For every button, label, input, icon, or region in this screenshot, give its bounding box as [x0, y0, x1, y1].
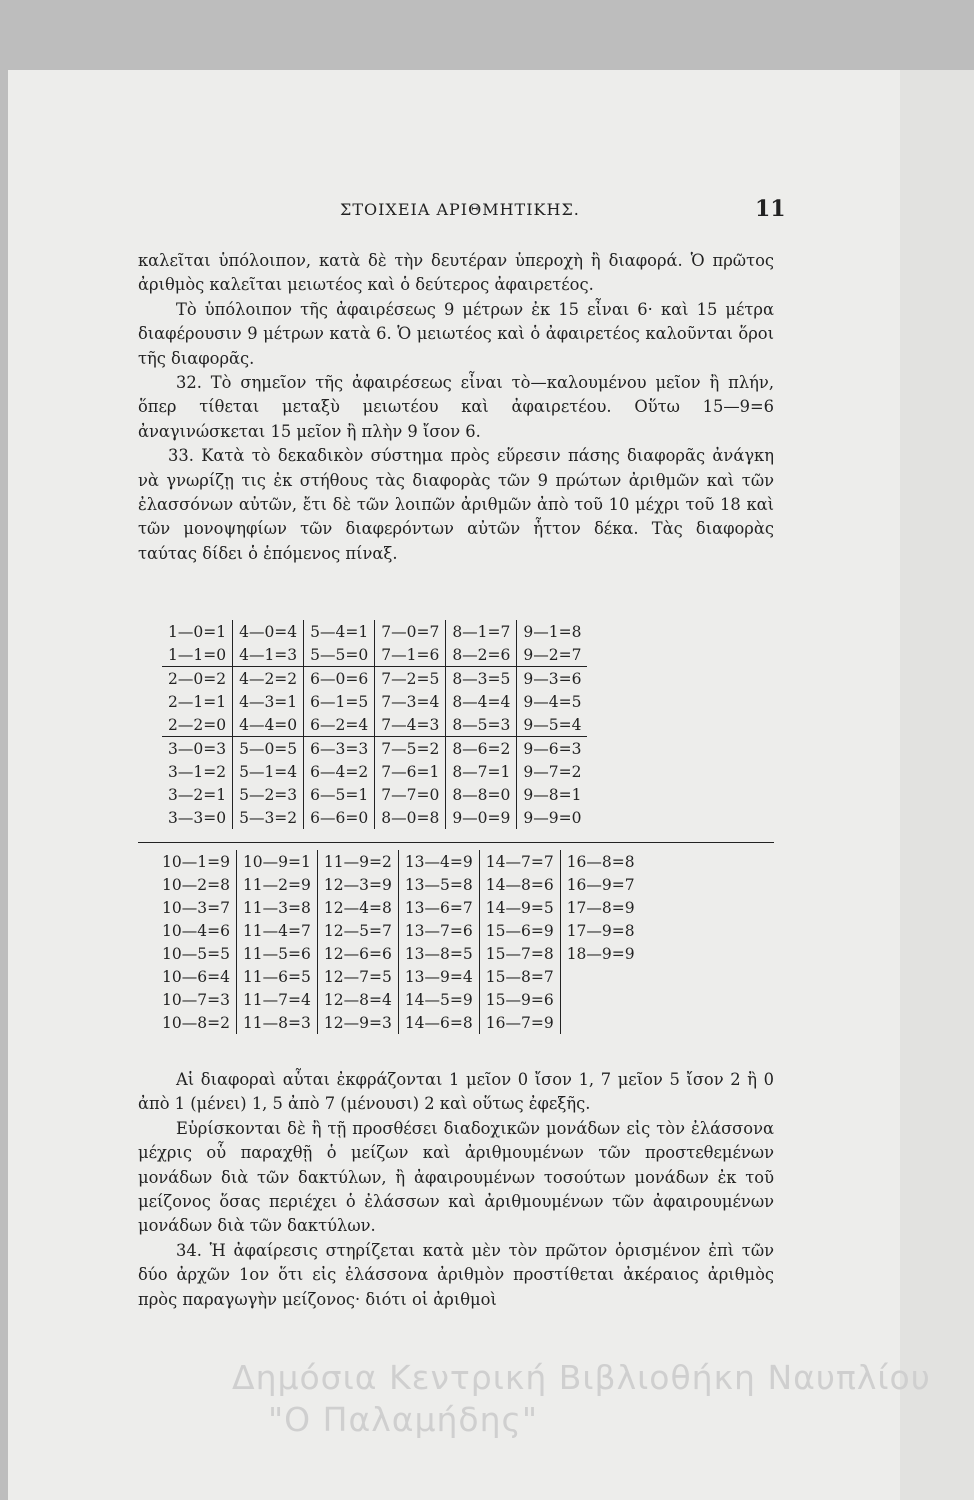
table-cell: 9—3=6	[517, 667, 588, 691]
table-cell: 13—5=8	[398, 873, 479, 896]
top-text-block	[138, 249, 774, 566]
table-cell: 15—7=8	[479, 942, 560, 965]
table-cell: 10—1=9	[156, 850, 236, 873]
table-cell: 10—3=7	[156, 896, 236, 919]
table-cell: 7—2=5	[375, 667, 446, 691]
table-cell: 6—5=1	[304, 783, 375, 806]
table-cell: 15—6=9	[479, 919, 560, 942]
page-number: 11	[755, 196, 786, 222]
paragraph: Εὑρίσκονται δὲ ἢ τῇ προσθέσει διαδοχικῶν μονάδων εἰς τὸν ἐλάσσονα μέχρις οὗ παραχθῇ ὁ μείζων καὶ ἀριθμουμένων τῶν προστεθεμένων μονάδων διὰ τῶν δακτύλων, ἢ ἀφαιρουμένων τοσούτων μονάδων ἐκ τοῦ μείζονος ὅσας περιέχει ὁ ἐλάσσων καὶ ἀριθμουμένων τῶν ἀφαιρουμένων μονάδων διὰ τῶν δακτύλων.	[138, 1118, 774, 1236]
table-cell: 2—0=2	[162, 667, 233, 691]
table-row	[156, 965, 641, 988]
table-cell: 8—3=5	[446, 667, 517, 691]
table-cell: 9—4=5	[523, 692, 582, 711]
table-cell: 2—2=0	[162, 713, 233, 737]
table-cell: 17—9=8	[566, 921, 635, 940]
table-row	[156, 919, 641, 942]
table-cell: 3—0=3	[162, 737, 233, 761]
table-cell: 4—1=3	[233, 643, 304, 667]
table-cell: 7—5=2	[375, 737, 446, 761]
table-cell: 3—3=0	[162, 806, 233, 829]
table-cell: 11—3=8	[236, 896, 317, 919]
table-cell: 14—9=5	[479, 896, 560, 919]
paragraph: καλεῖται ὑπόλοιπον, κατὰ δὲ τὴν δευτέραν ὑπεροχὴ ἢ διαφορά. Ὁ πρῶτος ἀριθμὸς καλεῖται μειωτέος καὶ ὁ δεύτερος ἀφαιρετέος.	[138, 251, 774, 295]
table-cell: 10—7=3	[156, 988, 236, 1011]
table-cell: 12—7=5	[317, 965, 398, 988]
table-cell: 9—2=7	[523, 645, 582, 664]
table-cell: 10—4=6	[156, 919, 236, 942]
table-cell: 8—2=6	[446, 643, 517, 667]
table-cell: 8—0=8	[375, 806, 446, 829]
table-divider	[138, 842, 774, 843]
table-cell: 6—6=0	[304, 806, 375, 829]
table-cell: 12—5=7	[317, 919, 398, 942]
table-cell: 9—5=4	[523, 715, 582, 734]
page-edge	[900, 70, 974, 1500]
table-cell: 12—3=9	[317, 873, 398, 896]
header-title: ΣΤΟΙΧΕΙΑ ΑΡΙΘΜΗΤΙΚΗΣ.	[340, 200, 580, 219]
table-row	[162, 690, 587, 713]
table-cell: 5—1=4	[233, 760, 304, 783]
table-row	[162, 760, 587, 783]
table-cell	[560, 1011, 640, 1034]
table-cell: 12—9=3	[317, 1011, 398, 1034]
table-cell: 7—6=1	[375, 760, 446, 783]
table-cell: 11—5=6	[236, 942, 317, 965]
paragraph: 33. Κατὰ τὸ δεκαδικὸν σύστημα πρὸς εὕρεσιν πάσης διαφορᾶς ἀνάγκη νὰ γνωρίζῃ τις ἐκ στήθους τὰς διαφορὰς τῶν 9 πρώτων ἀριθμῶν καὶ τῶν ἐλασσόνων αὐτῶν, ἔτι δὲ τῶν λοιπῶν ἀριθμῶν ἀπὸ τοῦ 10 μέχρι τοῦ 18 καὶ τῶν μονοψηφίων τῶν διαφερόντων αὐτῶν ἧττον δέκα. Τὰς διαφορὰς ταύτας δίδει ὁ ἑπόμενος πίναξ.	[138, 446, 774, 563]
table-cell: 7—4=3	[375, 713, 446, 737]
table-cell: 18—9=9	[566, 944, 635, 963]
table-cell: 4—0=4	[233, 620, 304, 643]
table-cell: 5—0=5	[233, 737, 304, 761]
table-cell: 4—4=0	[233, 713, 304, 737]
table-cell: 16—7=9	[479, 1011, 560, 1034]
table-cell: 3—1=2	[162, 760, 233, 783]
table-row	[162, 643, 587, 667]
table-row	[162, 620, 587, 643]
table-cell: 15—9=6	[479, 988, 560, 1011]
table-cell: 6—4=2	[304, 760, 375, 783]
table-row	[162, 667, 587, 691]
table-cell: 13—4=9	[398, 850, 479, 873]
table-cell: 5—4=1	[304, 620, 375, 643]
table-cell: 7—3=4	[375, 690, 446, 713]
table-row	[162, 713, 587, 737]
table-cell: 13—8=5	[398, 942, 479, 965]
table-row	[156, 873, 641, 896]
table-cell: 17—8=9	[566, 898, 635, 917]
paragraph: Τὸ ὑπόλοιπον τῆς ἀφαιρέσεως 9 μέτρων ἐκ 15 εἶναι 6· καὶ 15 μέτρα διαφέρουσιν 9 μέτρων κατὰ 6. Ὁ μειωτέος καὶ ὁ ἀφαιρετέος καλοῦνται ὅροι τῆς διαφορᾶς.	[138, 299, 774, 368]
table-cell	[560, 988, 640, 1011]
table-cell: 11—6=5	[236, 965, 317, 988]
table-cell: 11—2=9	[236, 873, 317, 896]
table-cell: 12—4=8	[317, 896, 398, 919]
bottom-text-block	[138, 1068, 774, 1312]
table-cell: 8—5=3	[446, 713, 517, 737]
table-cell: 3—2=1	[162, 783, 233, 806]
table-cell: 10—8=2	[156, 1011, 236, 1034]
table-row	[162, 806, 587, 829]
table-cell: 11—4=7	[236, 919, 317, 942]
table-cell: 13—7=6	[398, 919, 479, 942]
table-row	[162, 783, 587, 806]
table-cell	[560, 965, 640, 988]
table-cell: 12—8=4	[317, 988, 398, 1011]
table-cell: 10—6=4	[156, 965, 236, 988]
table-cell: 9—8=1	[523, 785, 582, 804]
table-cell: 11—7=4	[236, 988, 317, 1011]
table-cell: 14—5=9	[398, 988, 479, 1011]
table-cell: 1—1=0	[162, 643, 233, 667]
table-cell: 7—0=7	[375, 620, 446, 643]
table-cell: 9—9=0	[523, 808, 582, 827]
table-cell: 9—1=8	[523, 622, 582, 641]
library-watermark: Δημόσια Κεντρική Βιβλιοθήκη Ναυπλίου	[232, 1358, 931, 1397]
running-header	[0, 196, 974, 228]
table-cell: 6—0=6	[304, 667, 375, 691]
table-cell: 9—0=9	[446, 806, 517, 829]
table-row	[156, 1011, 641, 1034]
table-cell: 8—8=0	[446, 783, 517, 806]
table-cell: 9—7=2	[523, 762, 582, 781]
table-cell: 8—1=7	[446, 620, 517, 643]
table-cell: 13—9=4	[398, 965, 479, 988]
table-cell: 8—4=4	[446, 690, 517, 713]
table-row	[156, 896, 641, 919]
table-cell: 14—6=8	[398, 1011, 479, 1034]
table-cell: 4—2=2	[233, 667, 304, 691]
table-cell: 2—1=1	[162, 690, 233, 713]
table-cell: 16—8=8	[566, 852, 635, 871]
table-cell: 14—7=7	[479, 850, 560, 873]
table-cell: 15—8=7	[479, 965, 560, 988]
table-row	[162, 737, 587, 761]
table-cell: 16—9=7	[566, 875, 635, 894]
differences-table-single-digit	[162, 620, 587, 829]
table-cell: 11—8=3	[236, 1011, 317, 1034]
table-cell: 14—8=6	[479, 873, 560, 896]
table-cell: 7—7=0	[375, 783, 446, 806]
table-cell: 9—6=3	[517, 737, 588, 761]
table-row	[156, 942, 641, 965]
table-cell: 12—6=6	[317, 942, 398, 965]
table-cell: 13—6=7	[398, 896, 479, 919]
table-cell: 4—3=1	[233, 690, 304, 713]
table-cell: 5—5=0	[304, 643, 375, 667]
table-cell: 6—3=3	[304, 737, 375, 761]
library-watermark-subtitle: "Ο Παλαμήδης"	[268, 1400, 539, 1439]
table-row	[156, 850, 641, 873]
table-cell: 6—2=4	[304, 713, 375, 737]
paragraph: Αἱ διαφοραὶ αὗται ἐκφράζονται 1 μεῖον 0 ἴσον 1, 7 μεῖον 5 ἴσον 2 ἢ 0 ἀπὸ 1 (μένει) 1, 5 ἀπὸ 7 (μένουσι) 2 καὶ οὕτως ἐφεξῆς.	[138, 1070, 774, 1114]
paragraph: 34. Ἡ ἀφαίρεσις στηρίζεται κατὰ μὲν τὸν πρῶτον ὁρισμένον ἐπὶ τῶν δύο ἀρχῶν 1ον ὅτι εἰς ἐλάσσονα ἀριθμὸν προστίθεται ἀκέραιος ἀριθμὸς πρὸς παραγωγὴν μείζονος· διότι οἱ ἀριθμοὶ	[138, 1240, 774, 1309]
table-cell: 5—3=2	[233, 806, 304, 829]
table-cell: 8—7=1	[446, 760, 517, 783]
table-cell: 1—0=1	[162, 620, 233, 643]
paragraph: 32. Τὸ σημεῖον τῆς ἀφαιρέσεως εἶναι τὸ—καλουμένου μεῖον ἢ πλήν, ὅπερ τίθεται μεταξὺ μειωτέου καὶ ἀφαιρετέου. Οὕτω 15—9=6 ἀναγινώσκεται 15 μεῖον ἢ πλὴν 9 ἴσον 6.	[138, 373, 774, 441]
table-row	[156, 988, 641, 1011]
table-cell: 6—1=5	[304, 690, 375, 713]
differences-table-two-digit	[156, 850, 641, 1034]
table-cell: 10—5=5	[156, 942, 236, 965]
table-cell: 11—9=2	[317, 850, 398, 873]
table-cell: 7—1=6	[375, 643, 446, 667]
table-cell: 5—2=3	[233, 783, 304, 806]
table-cell: 10—2=8	[156, 873, 236, 896]
table-cell: 8—6=2	[446, 737, 517, 761]
table-cell: 10—9=1	[236, 850, 317, 873]
